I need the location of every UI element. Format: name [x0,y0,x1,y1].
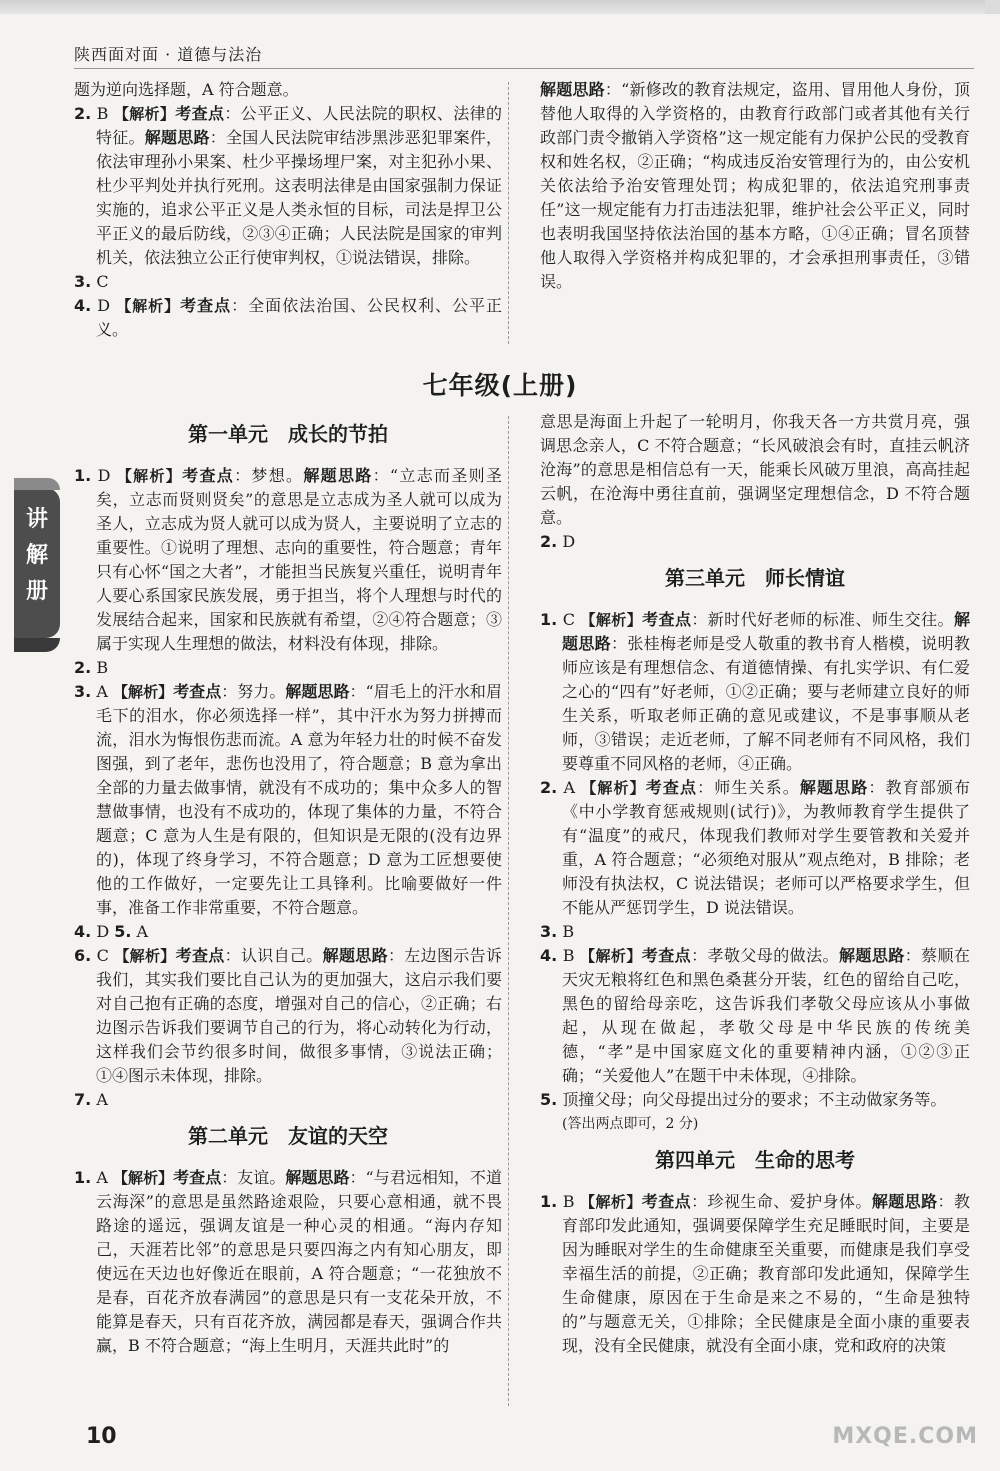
answer-item [74,1088,502,1112]
key-label: 考查点 [175,104,225,123]
answer-text: ：蔡顺在天灾无粮将红色和黑色桑葚分开装，红色的留给自己吃，黑色的留给母亲吃，这告诉我们孝敬父母应该从小事做起，从现在做起，孝敬父母是中华民族的传统美德，“孝”是中国家庭文化的重要精神内涵，①②③正确；“关爱他人”在题干中未体现，④排除。 [562,946,970,1085]
answer-text: 意思是海面上升起了一轮明月，你我天各一方共赏月亮，强调思念亲人，C 不符合题意；“长风破浪会有时，直挂云帆济沧海”的意思是相信总有一天，能乘长风破万里浪，高高挂起云帆，在沧海中勇往直前，强调坚定理想信念，D 不符合题意。 [540,412,970,527]
question-number: 6. [74,946,92,965]
question-number: 4. [74,296,92,315]
answer-item [74,464,502,656]
left-column [74,410,502,1358]
answer-item [540,530,970,554]
answer-text: ：努力。 [221,682,286,701]
key-label: 考查点 [641,946,692,965]
top-right-column [540,78,970,294]
answer-text: ：孝敬父母的做法。 [691,946,839,965]
question-number: 1. [74,1168,92,1187]
top-bar [0,0,1000,14]
answer-choice: A [96,1168,108,1187]
question-number: 2. [540,778,558,797]
analysis-tag: 【解析】 [580,947,642,965]
question-number: 2. [74,104,92,123]
analysis-tag: 【解析】 [113,1169,174,1187]
answer-item [74,680,502,920]
answer-item [540,608,970,776]
question-number: 4. [74,922,92,941]
answer-choice: D [97,466,111,485]
right-column [540,410,970,1358]
answer-item [540,776,970,920]
question-number: 3. [74,272,92,291]
analysis-tag: 【解析】 [581,779,646,797]
analysis-tag: 【解析】 [113,683,174,701]
answer-item [74,920,502,944]
answer-text: ：“眉毛上的汗水和眉毛下的泪水，你必须选择一样”，其中汗水为努力拼搏而流，泪水为悔恨伤悲而流。A 意为年轻力壮的时候不奋发图强，到了老年，悲伤也没用了，符合题意；B 意为拿出全部的力量去做事情，就没有不成功的；集中众多人的智慧做事情，也没有不成功的，体现了集体的力量，不符合题意；C 意为人生是有限的，但知识是无限的(没有边界的)，体现了终身学习，不符合题意；D 意为工匠想要使他的工作做好，一定要先让工具锋利。比喻要做好一件事，准备工作非常重要，不符合题意。 [96,682,502,917]
answer-item [540,920,970,944]
question-number: 7. [74,1090,92,1109]
answer-item [540,944,970,1088]
question-number: 1. [540,610,558,629]
top-left-column [74,78,502,342]
answer-choice: B [562,922,575,941]
answer-choice: A [96,682,108,701]
key-label: 解题思路 [838,946,905,965]
grade-title: 七年级(上册) [422,371,578,400]
column-divider-top [508,82,509,344]
question-number: 1. [74,466,92,485]
question-number: 3. [540,922,558,941]
key-label: 解题思路 [285,682,350,701]
answer-text: ：新时代好老师的标准、师生交往。 [691,610,954,629]
answer-item [540,1088,970,1112]
key-label: 考查点 [182,466,235,485]
answer-text: ：教育部印发此通知，强调要保障学生充足睡眠时间，主要是因为睡眠对学生的生命健康至关重要，而健康是我们享受幸福生活的前提，②正确；教育部印发此通知，保障学生生命健康，原因在于生命是来之不易的，“生命是独特的”与题意无关，①排除；全民健康是全面小康的重要表现，没有全民健康，就没有全面小康，党和政府的决策 [562,1192,970,1355]
analysis-tag: 【解析】 [116,467,183,485]
answer-text: ：师生关系。 [697,778,800,797]
answer-choice: D [562,532,576,551]
answer-text: ：认识自己。 [224,946,323,965]
question-number: 5. [540,1090,558,1109]
answer-choice: C [96,946,109,965]
side-tab [14,488,60,638]
answer-text: ：友谊。 [221,1168,286,1187]
key-label: 解题思路 [562,610,970,653]
key-label: 考查点 [642,610,692,629]
answer-text: ：“与君远相知，不道云海深”的意思是虽然路途艰险，只要心意相通，就不畏路途的遥远，强调友谊是一种心灵的相通。“海内存知己，天涯若比邻”的意思是只要四海之内有知心朋友，即使远在天边也好像近在眼前，A 符合题意；“一花独放不是春，百花齐放春满园”的意思是只有一支花朵开放，不能算是春天，只有百花齐放，满园都是春天，强调合作共赢，B 不符合题意；“海上生明月，天涯共此时”的 [96,1168,502,1355]
key-label: 考查点 [173,682,222,701]
answer-text: ：珍视生命、爱护身体。 [691,1192,872,1211]
key-label: 考查点 [175,946,225,965]
watermark: MXQE.COM [832,1424,978,1449]
answer-item [74,1166,502,1358]
answer-item [74,656,502,680]
answer-text: ：全国人民法院审结涉黑涉恶犯罪案件，依法审理孙小果案、杜少平操场埋尸案，对主犯孙小果、杜少平判处并执行死刑。这表明法律是由国家强制力保证实施的，追求公平正义是人类永恒的目标，司法是捍卫公平正义的最后防线，②③④正确；人民法院是国家的审判机关，依法独立公正行使审判权，①说法错误，排除。 [96,128,502,267]
key-label: 考查点 [180,296,232,315]
answer-text: ：全面依法治国、公民权利、公平正义。 [96,296,502,339]
answer-choice: A [563,778,575,797]
answer-choice: B [96,658,109,677]
analysis-tag: 【解析】 [113,105,176,123]
answer-choice: D [96,922,110,941]
answer-text: 题为逆向选择题，A 符合题意。 [74,80,299,99]
answer-choice: A [96,1090,108,1109]
question-number: 5. [114,922,132,941]
answer-text: ：教育部颁布《中小学教育惩戒规则(试行)》，为教师教育学生提供了有“温度”的戒尺，体现我们教师对学生要管教和关爱并重，A 符合题意；“必须绝对服从”观点绝对，B 排除；老师没有执法权，C 说法错误；老师可以严格要求学生，但不能从严惩罚学生，D 说法错误。 [562,778,970,917]
answer-text: ：“立志而圣则圣矣，立志而贤则贤矣”的意思是立志成为圣人就可以成为圣人，立志成为贤人就可以成为贤人，主要说明了立志的重要性。①说明了理想、志向的重要性，符合题意；青年只有心怀“国之大者”，才能担当民族复兴重任，说明青年人要心系国家民族发展，勇于担当，将个人理想与时代的发展结合起来，国家和民族就有希望，②④符合题意；③属于实现人生理想的做法，材料没有体现，排除。 [96,466,502,653]
analysis-tag: 【解析】 [114,947,176,965]
side-tab-char: 解 [25,543,48,568]
side-tab-char: 讲 [25,507,48,532]
running-header: 陕西面对面 · 道德与法治 [74,45,263,64]
answer-item [74,270,502,294]
question-number: 2. [74,658,92,677]
question-number: 2. [540,532,558,551]
answer-choice: 顶撞父母；向父母提出过分的要求；不主动做家务等。 [562,1090,947,1109]
answer-choice: D [97,296,111,315]
answer-choice: B [562,1192,575,1211]
answer-item [74,78,502,102]
answer-text: ：“新修改的教育法规定，盗用、冒用他人身份，顶替他人取得的入学资格的，由教育行政部门或者其他有关行政部门责令撤销入学资格”这一规定能有力保护公民的受教育权和姓名权，②正确；“构成违反治安管理行为的，由公安机关依法给予治安管理处罚；构成犯罪的，依法追究刑事责任”这一规定能有力打击违法犯罪，维护社会公平正义，同时也表明我国坚持依法治国的基本方略，①④正确；冒名顶替他人取得入学资格并构成犯罪的，才会承担刑事责任，③错误。 [540,80,970,291]
question-number: 4. [540,946,558,965]
answer-choice: C [96,272,109,291]
key-label: 解题思路 [303,466,373,485]
key-label: 解题思路 [799,778,869,797]
header-rule [74,68,974,69]
side-tab-char: 册 [25,579,48,604]
key-label: 考查点 [173,1168,222,1187]
key-label: 解题思路 [871,1192,938,1211]
answer-item [74,294,502,342]
answer-choice: C [562,610,575,629]
answer-text: ：左边图示告诉我们，其实我们要比自己认为的更加强大，这启示我们要对自己抱有正确的态度，增强对自己的信心，②正确；右边图示告诉我们要调节自己的行为，将心动转化为行动，这样我们会节约很多时间，做很多事情，③说法正确；①④图示未体现，排除。 [96,946,502,1085]
question-number: 3. [74,682,92,701]
answer-note: (答出两点即可，2 分) [562,1116,699,1132]
question-number: 1. [540,1192,558,1211]
column-divider-main [508,416,509,1406]
answer-choice: B [562,946,575,965]
unit-title: 第三单元 师长情谊 [665,566,845,590]
analysis-tag: 【解析】 [116,297,181,315]
unit-title: 第二单元 友谊的天空 [188,1124,388,1148]
analysis-tag: 【解析】 [580,1193,642,1211]
answer-text: ：梦想。 [234,466,304,485]
answer-choice: A [136,922,149,941]
unit-title: 第四单元 生命的思考 [655,1148,855,1172]
answer-choice: B [96,104,109,123]
key-label: 解题思路 [540,80,605,99]
key-label: 解题思路 [144,128,210,147]
answer-text: ：公平正义、人民法院的职权、法律的特征。 [96,104,502,147]
key-label: 考查点 [641,1192,692,1211]
unit-title: 第一单元 成长的节拍 [188,422,388,446]
key-label: 解题思路 [285,1168,350,1187]
answer-item [540,1190,970,1358]
answer-item [74,944,502,1088]
answer-text: ：张桂梅老师是受人敬重的教书育人楷模，说明教师应该是有理想信念、有道德情操、有扎实学识、有仁爱之心的“四有”好老师，①②正确；要与老师建立良好的师生关系，听取老师正确的意见或建议，不是事事顺从老师，③错误；走近老师，了解不同老师有不同风格，我们要尊重不同风格的老师，④正确。 [562,634,970,773]
key-label: 解题思路 [322,946,388,965]
page-number: 10 [86,1424,117,1449]
key-label: 考查点 [645,778,698,797]
analysis-tag: 【解析】 [580,611,643,629]
answer-item [74,102,502,270]
